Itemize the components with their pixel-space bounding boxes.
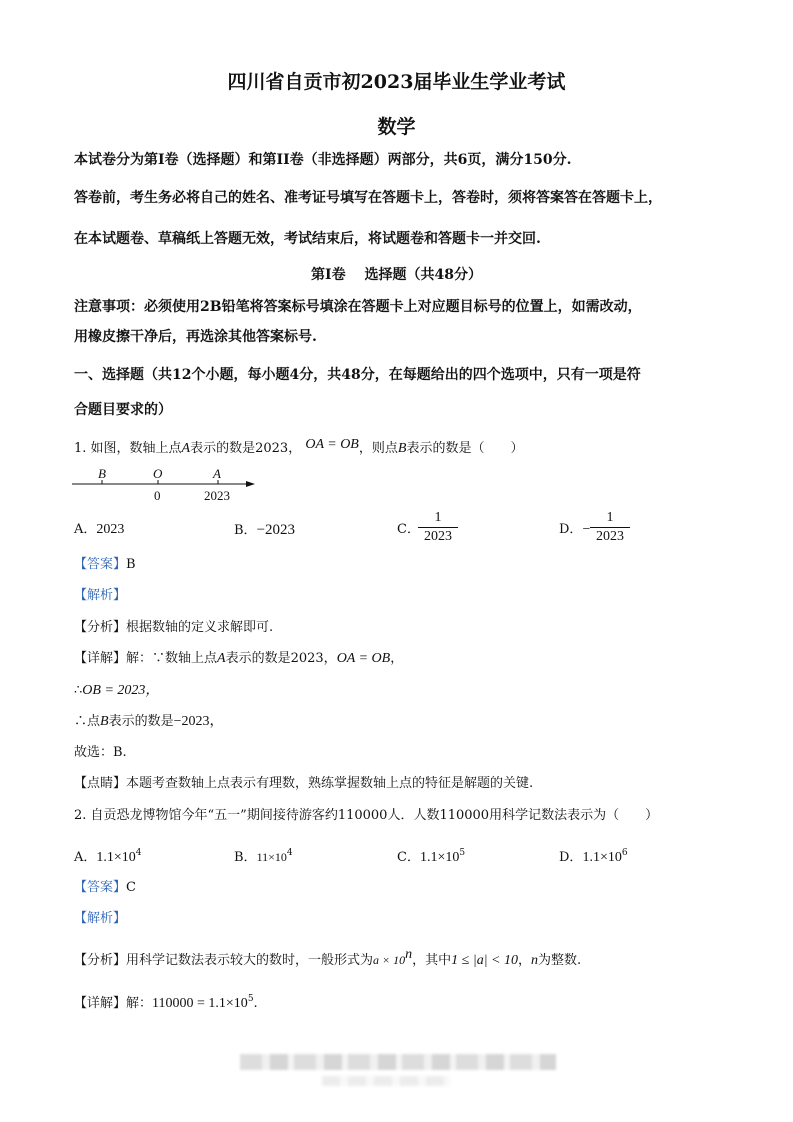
subject-title: 数学: [377, 116, 416, 138]
q1-fenxi: 【分析】根据数轴的定义求解即可.: [74, 620, 274, 635]
notice-line-2: 用橡皮擦干净后，再选涂其他答案标号.: [74, 329, 317, 345]
intro-line-2: 答卷前，考生务必将自己的姓名、准考证号填写在答题卡上，答卷时，须将答案答在答题卡上，: [74, 190, 662, 206]
point-label-b: B: [98, 466, 106, 481]
value-label-0: 0: [154, 488, 161, 503]
q2-option-c: C．$1.1\times 10^5$: [397, 848, 466, 865]
q1-option-d-fraction: [590, 510, 630, 545]
q2-fenxi: 【分析】用科学记数法表示较大的数时，一般形式为$a \times 10^n$，其中1 ≤ |a| < 10，n为整数.: [74, 947, 582, 968]
notice-line-1: 注意事项：必须使用2B铅笔将答案标号填涂在答题卡上对应题目标号的位置上，如需改动，: [74, 299, 642, 315]
blurred-watermark-secondary: [322, 1076, 450, 1086]
section1-line-1: 一、选择题（共12个小题，每小题4分，共48分，在每题给出的四个选项中，只有一项是符: [74, 367, 641, 383]
q2-analysis-tag: 【解析】: [74, 911, 127, 926]
q1-option-d-label: D．−: [559, 522, 591, 537]
q1-analysis-tag: 【解析】: [74, 588, 127, 603]
q1-step-2: ∴点B表示的数是−2023，: [74, 714, 224, 729]
q2-option-d: D．$1.1\times 10^6$: [559, 848, 628, 865]
q1-option-c-fraction: [418, 510, 458, 545]
fraction-numerator: 1: [434, 510, 442, 525]
part1-heading: 第I卷 选择题（共48分）: [311, 267, 482, 283]
q1-comment: 【点睛】本题考查数轴上点表示有理数，熟练掌握数轴上点的特征是解题的关键.: [74, 776, 534, 791]
page-title: 四川省自贡市初2023届毕业生学业考试: [227, 71, 566, 93]
number-line-arrow: [246, 481, 255, 487]
fraction-numerator: 1: [606, 510, 614, 525]
q1-option-c-label: C．: [397, 522, 420, 537]
blurred-watermark: [240, 1054, 556, 1070]
q1-choose: 故选：B.: [74, 745, 127, 760]
q1-step-1: ∴OB = 2023，: [74, 683, 160, 698]
point-label-a: A: [213, 466, 221, 481]
q2-option-a: A．$1.1\times 10^4$: [74, 848, 142, 865]
point-label-o: O: [153, 466, 163, 481]
fraction-denominator: 2023: [424, 529, 452, 544]
intro-line-1: 本试卷分为第I卷（选择题）和第II卷（非选择题）两部分，共6页，满分150分.: [74, 152, 572, 168]
q2-stem: 2. 自贡恐龙博物馆今年“五一”期间接待游客约110000人．人数110000用科学记数法表示为（ ）: [74, 808, 659, 823]
number-line-figure: [70, 466, 270, 506]
q1-detail: 【详解】解：∵数轴上点A表示的数是2023，OA = OB，: [74, 651, 404, 666]
value-label-2023: 2023: [204, 488, 230, 503]
q1-answer: 【答案】B: [74, 557, 136, 572]
section1-line-2: 合题目要求的）: [74, 402, 172, 418]
q1-option-b: B．−2023: [234, 522, 296, 538]
q2-answer: 【答案】C: [74, 880, 136, 895]
intro-line-3: 在本试题卷、草稿纸上答题无效，考试结束后，将试题卷和答题卡一并交回.: [74, 231, 541, 247]
q1-stem: 1. 如图，数轴上点A表示的数是2023， OA = OB，则点B表示的数是（ ）: [74, 437, 524, 456]
q1-option-a: A．2023: [74, 522, 125, 537]
q2-detail: 【详解】解：$110000 = 1.1\times 10^5$.: [74, 994, 258, 1011]
q2-option-b: B．$11\times 10^4$: [234, 848, 293, 865]
fraction-denominator: 2023: [596, 529, 624, 544]
